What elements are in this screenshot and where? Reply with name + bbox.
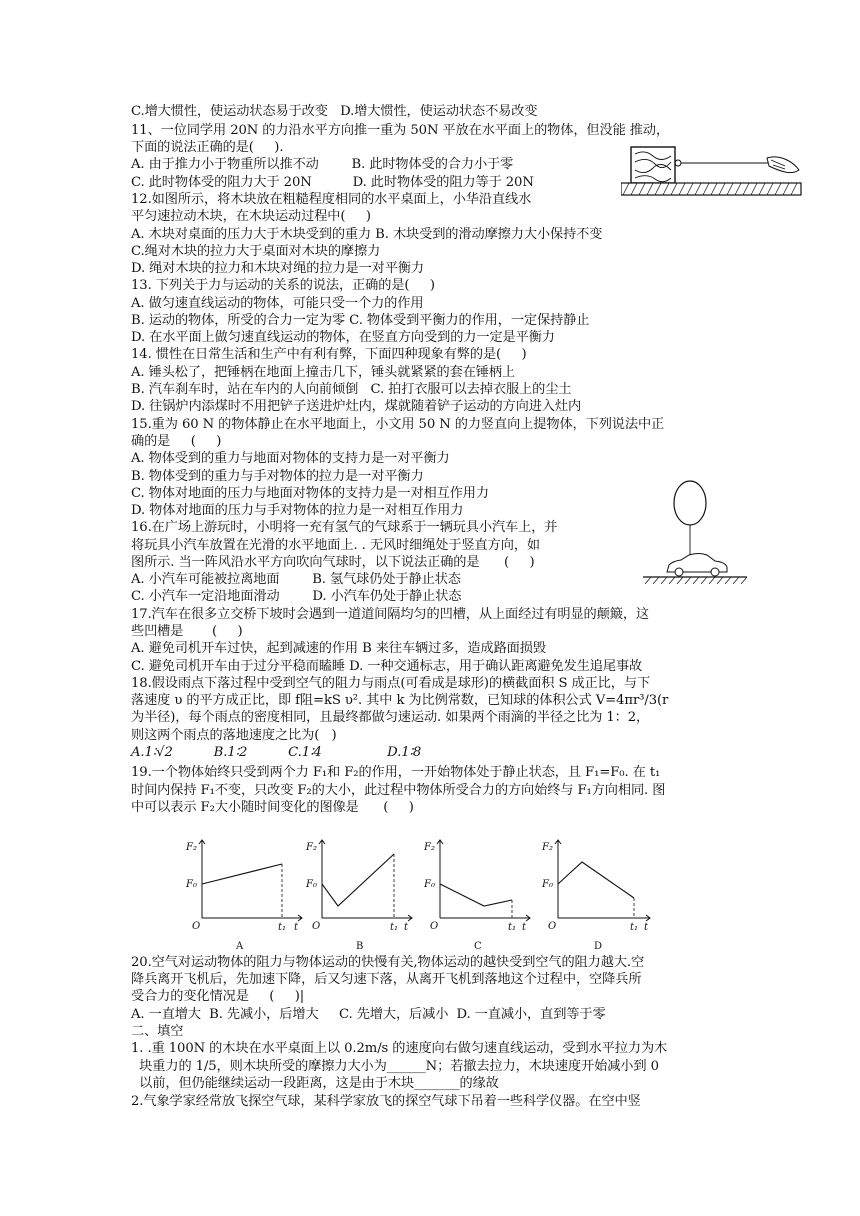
text-line: C.增大惯性，使运动状态易于改变 D.增大惯性，使运动状态不易改变	[131, 104, 538, 119]
text-line: 20.空气对运动物体的阻力与物体运动的快慢有关,物体运动的越快受到空气的阻力越大.空	[131, 955, 645, 970]
text-line: 平匀速拉动木块，在木块运动过程中( )	[131, 209, 371, 224]
text-line: 13. 下列关于力与运动的关系的说法，正确的是( )	[131, 278, 435, 293]
text-line: 2.气象学家经常放飞探空气球，某科学家放飞的探空气球下吊着一些科学仪器。在空中竖	[131, 1094, 641, 1109]
text-line: 下面的说法正确的是( ).	[131, 140, 284, 155]
svg-text:t: t	[644, 922, 649, 933]
text-line: 12.如图所示，将木块放在粗糙程度相同的水平桌面上，小华沿直线水	[131, 192, 532, 207]
svg-text:F₀: F₀	[542, 879, 553, 890]
text-line: A. 物体受到的重力与地面对物体的支持力是一对平衡力	[131, 451, 450, 466]
text-line: A. 避免司机开车过快，起到减速的作用 B 来往车辆过多，造成路面损毁	[131, 641, 546, 656]
svg-text:F₀: F₀	[306, 879, 317, 890]
text-line: 降兵离开飞机后，先加速下降，后又匀速下落，从离开飞机到落地这个过程中，空降兵所	[131, 972, 642, 987]
svg-text:F₀: F₀	[424, 879, 435, 890]
text-line: 图所示. 当一阵风沿水平方向吹向气球时，以下说法正确的是 ( )	[131, 555, 535, 570]
text-line: C. 此时物体受的阻力大于 20N D. 此时物体受的阻力等于 20N	[131, 175, 534, 190]
graph-a	[185, 840, 302, 952]
svg-text:t₁: t₁	[278, 922, 287, 933]
text-line: 时间内保持 F₁不变，只改变 F₂的大小，此过程中物体所受合力的方向始终与 F₁方向相同. 图	[131, 783, 666, 798]
graph-c	[423, 840, 530, 952]
f2-time-graphs	[170, 834, 670, 952]
text-line: C.绳对木块的拉力大于桌面对木块的摩擦力	[131, 244, 381, 259]
text-line: 些凹槽是 ( )	[131, 624, 243, 639]
text-line: 以前，但仍能继续运动一段距离，这是由于木块_______的缘故	[131, 1076, 499, 1091]
svg-text:O: O	[430, 921, 439, 932]
block-pull-figure	[621, 140, 811, 200]
text-line: B. 汽车刹车时，站在车内的人向前倾倒 C. 拍打衣服可以去掉衣服上的尘土	[131, 382, 572, 397]
text-line: A. 由于推力小于物重所以推不动 B. 此时物体受的合力小于零	[131, 157, 514, 172]
svg-text:t: t	[294, 922, 299, 933]
svg-text:O: O	[312, 921, 321, 932]
text-line: 11、一位同学用 20N 的力沿水平方向推一重为 50N 平放在水平面上的物体，但没能 推动，	[131, 123, 670, 138]
text-line: A. 做匀速直线运动的物体，可能只受一个力的作用	[131, 296, 424, 311]
text-line: C. 物体对地面的压力与地面对物体的支持力是一对相互作用力	[131, 486, 489, 501]
svg-text:O: O	[192, 921, 201, 932]
svg-text:t: t	[522, 922, 527, 933]
text-line: 二、填空	[131, 1024, 184, 1039]
text-line: B. 运动的物体，所受的合力一定为零 C. 物体受到平衡力的作用，一定保持静止	[131, 313, 590, 328]
svg-text:F₂: F₂	[306, 842, 317, 853]
text-line: 15.重为 60 N 的物体静止在水平地面上，小文用 50 N 的力竖直向上提物体，下列说法中正	[131, 417, 665, 432]
svg-text:F₂: F₂	[424, 842, 435, 853]
text-line: A. 一直增大 B. 先减小，后增大 C. 先增大，后减小 D. 一直减小，直到等于零	[131, 1007, 606, 1022]
text-line: D. 在水平面上做匀速直线运动的物体，在竖直方向受到的力一定是平衡力	[131, 330, 555, 345]
text-line: B. 物体受到的重力与手对物体的拉力是一对平衡力	[131, 469, 424, 484]
text-line: A. 小汽车可能被拉离地面 B. 氢气球仍处于静止状态	[131, 572, 461, 587]
svg-text:B: B	[356, 941, 364, 952]
text-line: 1. .重 100N 的木块在水平桌面上以 0.2m/s 的速度向右做匀速直线运动，受到水平拉力为木	[131, 1041, 668, 1056]
text-line: 17.汽车在很多立交桥下坡时会遇到一道道间隔均匀的凹槽，从上面经过有明显的颠簸，这	[131, 607, 649, 622]
svg-text:A: A	[236, 941, 244, 952]
text-line: 受合力的变化情况是 ( )|	[131, 989, 305, 1004]
text-line: 18.假设雨点下落过程中受到空气的阻力与雨点(可看成是球形)的横截面积 S 成正比，与下	[131, 676, 651, 691]
text-line: D. 往锅炉内添煤时不用把铲子送进炉灶内，煤就随着铲子运动的方向进入灶内	[131, 399, 582, 414]
svg-text:D: D	[594, 941, 603, 952]
svg-text:t₁: t₁	[390, 922, 399, 933]
text-line: A. 锤头松了，把锤柄在地面上撞击几下，锤头就紧紧的套在锤柄上	[131, 365, 516, 380]
svg-text:t₁: t₁	[630, 922, 639, 933]
text-line: 为半径)，每个雨点的密度相同，且最终都做匀速运动. 如果两个雨滴的半径之比为 1：2，	[131, 710, 650, 725]
text-line: 16.在广场上游玩时，小明将一充有氢气的气球系于一辆玩具小汽车上，并	[131, 520, 558, 535]
svg-text:F₂: F₂	[542, 842, 553, 853]
graph-d	[541, 840, 650, 952]
svg-text:t: t	[404, 922, 409, 933]
text-line: 19.一个物体始终只受到两个力 F₁和 F₂的作用，一开始物体处于静止状态，且 F₁=F₀. 在 t₁	[131, 765, 661, 780]
svg-text:F₀: F₀	[186, 879, 197, 890]
text-line: 确的是 ( )	[131, 434, 222, 449]
balloon-car-figure	[635, 478, 755, 586]
graph-b	[305, 840, 412, 952]
svg-text:t₁: t₁	[508, 922, 517, 933]
text-line: A.1∶√2 B.1∶2 C.1∶4 D.1∶8	[131, 745, 422, 760]
text-line: 中可以表示 F₂大小随时间变化的图像是 ( )	[131, 800, 414, 815]
text-line: C. 避免司机开车由于过分平稳而瞌睡 D. 一种交通标志，用于确认距离避免发生追尾事故	[131, 659, 643, 674]
text-line: 14. 惯性在日常生活和生产中有利有弊，下面四种现象有弊的是( )	[131, 347, 527, 362]
text-line: A. 木块对桌面的压力大于木块受到的重力 B. 木块受到的滑动摩擦力大小保持不变	[131, 227, 603, 242]
text-line: D. 绳对木块的拉力和木块对绳的拉力是一对平衡力	[131, 261, 425, 276]
text-line: C. 小汽车一定沿地面滑动 D. 小汽车仍处于静止状态	[131, 589, 462, 604]
text-line: 将玩具小汽车放置在光滑的水平地面上. . 无风时细绳处于竖直方向，如	[131, 538, 540, 553]
svg-text:O: O	[548, 921, 557, 932]
svg-text:C: C	[474, 941, 482, 952]
text-line: D. 物体对地面的压力与手对物体的拉力是一对相互作用力	[131, 503, 464, 518]
text-line: 则这两个雨点的落地速度之比为( )	[131, 728, 337, 743]
svg-text:F₂: F₂	[186, 842, 197, 853]
text-line: 块重力的 1/5，则木块所受的摩擦力大小为______N；若撤去拉力，木块速度开始减小到 0	[131, 1059, 659, 1074]
text-line: 落速度 υ 的平方成正比，即 f阻=kS υ². 其中 k 为比例常数，已知球的体积公式 V=4πr³/3(r	[131, 693, 669, 708]
